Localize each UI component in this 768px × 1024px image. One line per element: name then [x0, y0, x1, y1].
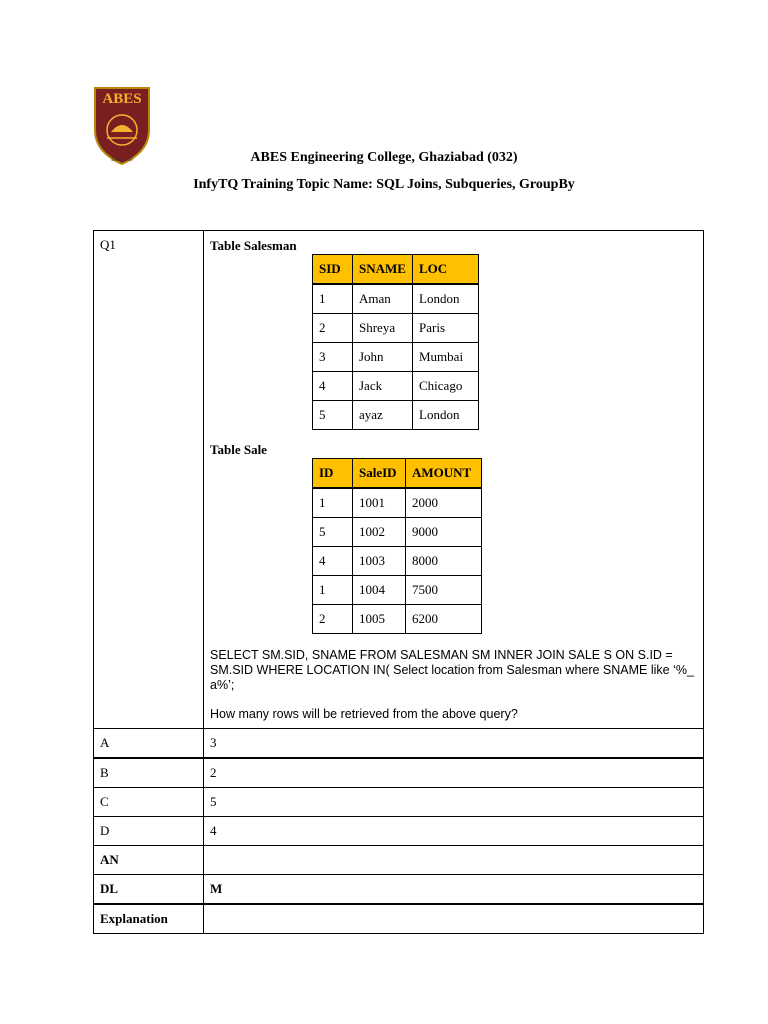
sale-row — [313, 488, 482, 518]
option-row-b — [94, 758, 704, 788]
sale-row — [313, 605, 482, 634]
sale-cell: 2000 — [406, 488, 482, 518]
salesman-cell: London — [413, 284, 479, 314]
table-sale-label: Table Sale — [210, 442, 267, 457]
question-id: Q1 — [94, 231, 204, 729]
salesman-cell: ayaz — [353, 401, 413, 430]
sale-table — [312, 458, 482, 634]
salesman-cell: Paris — [413, 314, 479, 343]
salesman-header-cell: SID — [313, 255, 353, 285]
option-value: 2 — [204, 758, 704, 788]
question-table — [93, 230, 704, 934]
salesman-header-cell: LOC — [413, 255, 479, 285]
question-prompt: How many rows will be retrieved from the above query? — [210, 707, 518, 721]
salesman-cell: 2 — [313, 314, 353, 343]
sale-cell: 7500 — [406, 576, 482, 605]
sale-row — [313, 576, 482, 605]
topic-title: InfyTQ Training Topic Name: SQL Joins, Subqueries, GroupBy — [193, 177, 575, 192]
option-value: 3 — [204, 729, 704, 759]
salesman-row — [313, 284, 479, 314]
salesman-cell: Mumbai — [413, 343, 479, 372]
salesman-cell: London — [413, 401, 479, 430]
difficulty-row — [94, 875, 704, 905]
salesman-cell: 4 — [313, 372, 353, 401]
explanation-row — [94, 904, 704, 934]
option-key: C — [94, 788, 204, 817]
sale-header-cell: SaleID — [353, 459, 406, 489]
sale-cell: 1 — [313, 488, 353, 518]
option-key: D — [94, 817, 204, 846]
salesman-header-row — [313, 255, 479, 285]
salesman-cell: 3 — [313, 343, 353, 372]
option-value: 4 — [204, 817, 704, 846]
option-row-d — [94, 817, 704, 846]
salesman-row — [313, 372, 479, 401]
salesman-cell: 1 — [313, 284, 353, 314]
question-body — [204, 231, 704, 729]
sale-cell: 6200 — [406, 605, 482, 634]
sale-cell: 8000 — [406, 547, 482, 576]
explanation-key: Explanation — [94, 904, 204, 934]
logo-text: ABES — [102, 91, 142, 107]
sale-header-cell: ID — [313, 459, 353, 489]
sale-row — [313, 518, 482, 547]
sale-cell: 1001 — [353, 488, 406, 518]
option-key: B — [94, 758, 204, 788]
question-row — [94, 231, 704, 729]
option-row-a — [94, 729, 704, 759]
sql-query-text: SELECT SM.SID, SNAME FROM SALESMAN SM INNER JOIN SALE S ON S.ID = SM.SID WHERE LOCATION IN( Select location from Salesman where SNAME like ‘%_ a%’; — [210, 648, 694, 692]
salesman-cell: 5 — [313, 401, 353, 430]
sale-header-row — [313, 459, 482, 489]
college-title: ABES Engineering College, Ghaziabad (032) — [250, 150, 518, 165]
answer-row — [94, 846, 704, 875]
salesman-header-cell: SNAME — [353, 255, 413, 285]
sale-cell: 1002 — [353, 518, 406, 547]
sale-cell: 5 — [313, 518, 353, 547]
table-salesman-label: Table Salesman — [210, 238, 297, 253]
sale-cell: 9000 — [406, 518, 482, 547]
salesman-cell: Aman — [353, 284, 413, 314]
sale-cell: 1003 — [353, 547, 406, 576]
option-value: 5 — [204, 788, 704, 817]
sale-cell: 1 — [313, 576, 353, 605]
salesman-row — [313, 343, 479, 372]
salesman-cell: Jack — [353, 372, 413, 401]
answer-value — [204, 846, 704, 875]
difficulty-value: M — [204, 875, 704, 905]
salesman-cell: Shreya — [353, 314, 413, 343]
salesman-row — [313, 314, 479, 343]
sale-cell: 2 — [313, 605, 353, 634]
salesman-cell: Chicago — [413, 372, 479, 401]
salesman-table — [312, 254, 479, 430]
difficulty-key: DL — [94, 875, 204, 905]
sale-cell: 1004 — [353, 576, 406, 605]
option-key: A — [94, 729, 204, 759]
option-row-c — [94, 788, 704, 817]
sale-header-cell: AMOUNT — [406, 459, 482, 489]
answer-key: AN — [94, 846, 204, 875]
sale-cell: 1005 — [353, 605, 406, 634]
salesman-row — [313, 401, 479, 430]
explanation-value — [204, 904, 704, 934]
salesman-cell: John — [353, 343, 413, 372]
logo-established: Estd. 2000 — [111, 158, 133, 163]
sale-cell: 4 — [313, 547, 353, 576]
sale-row — [313, 547, 482, 576]
